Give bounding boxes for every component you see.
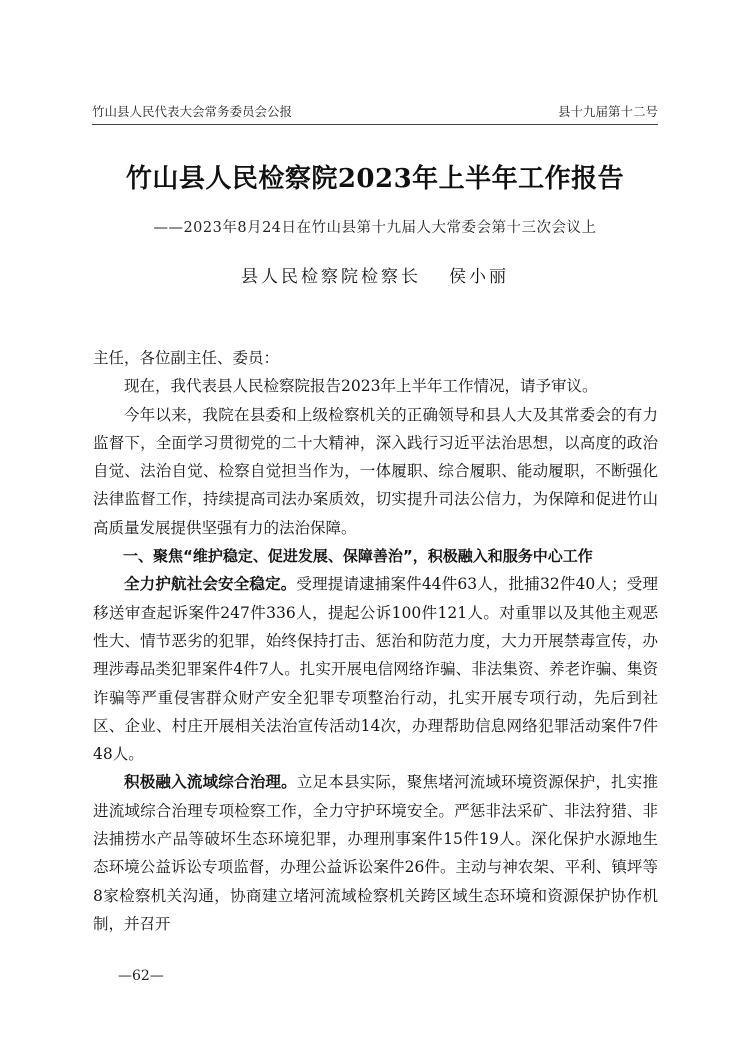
paragraph-lead: 积极融入流域综合治理。 bbox=[124, 772, 297, 792]
author-name: 侯小丽 bbox=[449, 267, 509, 287]
paragraph-basin-governance bbox=[93, 768, 658, 938]
paragraph-lead: 全力护航社会安全稳定。 bbox=[124, 574, 297, 594]
issue-number: 县十九届第十二号 bbox=[557, 104, 658, 119]
report-body bbox=[93, 344, 658, 938]
paragraph-overview: 今年以来，我院在县委和上级检察机关的正确领导和县人大及其常委会的有力监督下，全面学习贯彻党的二十大精神，深入践行习近平法治思想，以高度的政治自觉、法治自觉、检察自觉担当作为，一体履职、综合履职、能动履职，不断强化法律监督工作，持续提高司法办案质效，切实提升司法公信力，为保障和促进竹山高质量发展提供坚强有力的法治保障。 bbox=[93, 405, 658, 537]
paragraph-text: 受理提请逮捕案件44件63人，批捕32件40人；受理移送审查起诉案件247件336人，提起公诉100件121人。对重罪以及其他主观恶性大、情节恶劣的犯罪，始终保持打击、惩治和防范力度，大力开展禁毒宣传，办理涉毒品类犯罪案件4件7人。扎实开展电信网络诈骗、非法集资、养老诈骗、集资诈骗等严重侵害群众财产安全犯罪专项整治行动，扎实开展专项行动，先后到社区、企业、村庄开展相关法治宣传活动14次，办理帮助信息网络犯罪活动案件7件48人。 bbox=[93, 575, 658, 764]
section-heading: 一、聚焦“维护稳定、促进发展、保障善治”，积极融入和服务中心工作 bbox=[123, 547, 593, 566]
page-header bbox=[92, 100, 658, 124]
author-position: 县人民检察院检察长 bbox=[241, 267, 421, 287]
page-number: —62— bbox=[118, 968, 164, 984]
intro-paragraph: 现在，我代表县人民检察院报告2023年上半年工作情况，请予审议。 bbox=[124, 377, 598, 396]
report-title: 竹山县人民检察院2023年上半年工作报告 bbox=[125, 164, 625, 194]
paragraph-text: 立足本县实际，聚焦堵河流域环境资源保护，扎实推进流域综合治理专项检察工作，全力守护环境安全。严惩非法采矿、非法狩猎、非法捕捞水产品等破坏生态环境犯罪，办理刑事案件15件19人。深化保护水源地生态环境公益诉讼专项监督，办理公益诉讼案件26件。主动与神农架、平利、镇坪等8家检察机关沟通，协商建立堵河流域检察机关跨区域生态环境和资源保护协作机制，并召开 bbox=[93, 773, 658, 933]
header-divider bbox=[92, 124, 658, 125]
salutation: 主任，各位副主任、委员： bbox=[93, 349, 280, 367]
gazette-name: 竹山县人民代表大会常务委员会公报 bbox=[92, 104, 293, 119]
report-subtitle: ——2023年8月24日在竹山县第十九届人大常委会第十三次会议上 bbox=[153, 220, 597, 236]
paragraph-social-safety bbox=[93, 570, 658, 768]
author-line bbox=[0, 262, 750, 287]
